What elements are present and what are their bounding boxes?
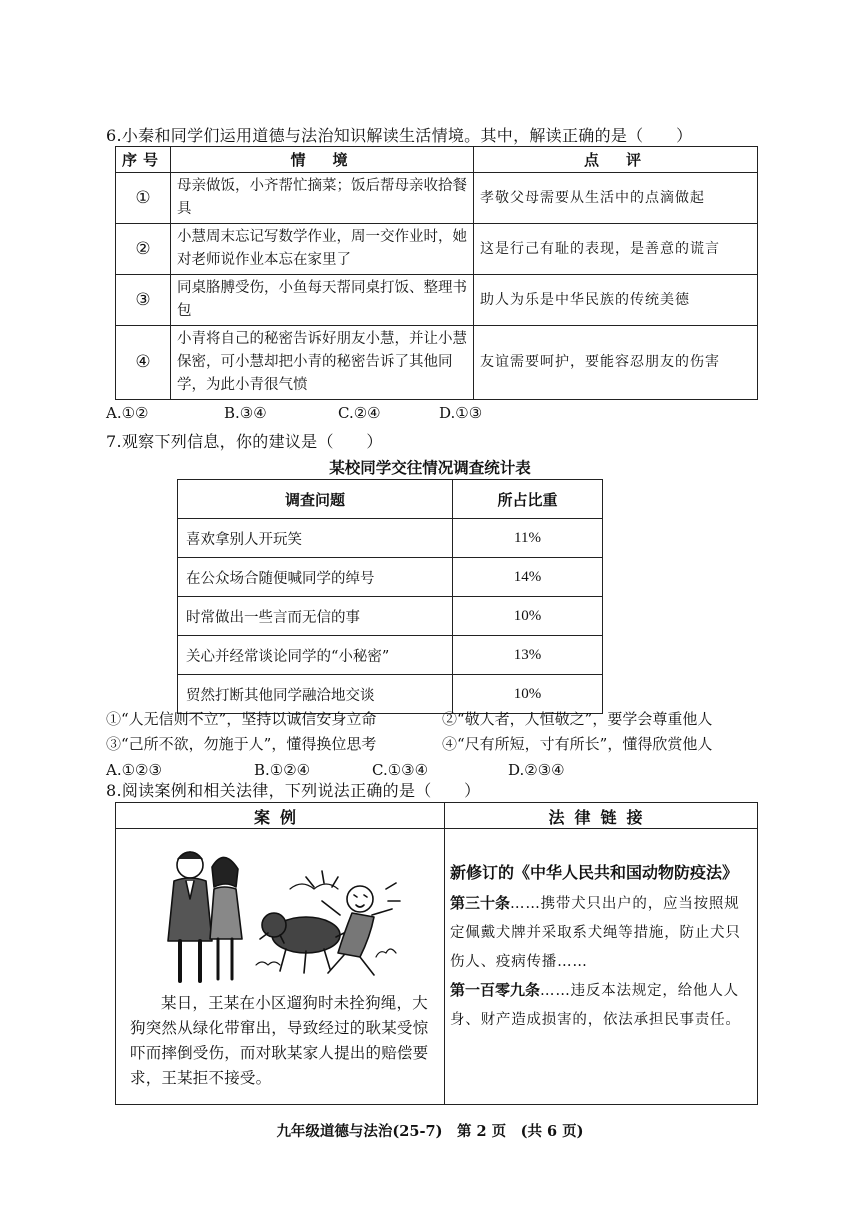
table-header-row: [116, 147, 758, 173]
divider: [444, 803, 445, 1104]
page-footer: 九年级道德与法治(25-7) 第 2 页 (共 6 页): [276, 1123, 584, 1140]
law-link-content: [450, 859, 750, 1034]
row-situation: 同桌胳膊受伤，小鱼每天帮同桌打饭、整理书包: [171, 275, 474, 326]
question-7-title: 7.观察下列信息，你的建议是（ ）: [106, 432, 383, 451]
article-label: 第三十条: [450, 894, 511, 912]
dog-accident-cartoon-image: [156, 837, 406, 987]
question-6-title: 6.小秦和同学们运用道德与法治知识解读生活情境。其中，解读正确的是（ ）: [106, 126, 693, 145]
row-percentage: 10%: [453, 597, 603, 636]
header-comment: 点 评: [474, 147, 758, 173]
row-question: 贸然打断其他同学融洽地交谈: [178, 675, 453, 714]
case-text: 某日，王某在小区遛狗时未拴狗绳，大狗突然从绿化带窜出，导致经过的耿某受惊吓而摔倒受伤，而对耿某家人提出的赔偿要求，王某拒不接受。: [130, 994, 429, 1087]
header-num: 序号: [116, 147, 171, 173]
question-7-table: [177, 479, 603, 714]
table-row: [116, 275, 758, 326]
table-row: [116, 224, 758, 275]
table-header-row: [178, 480, 603, 519]
article-109: [450, 976, 750, 1034]
row-situation: 小青将自己的秘密告诉好朋友小慧，并让小慧保密，可小慧却把小青的秘密告诉了其他同学，为此小青很气愤: [171, 326, 474, 400]
case-law-box: [115, 802, 758, 1105]
option-c[interactable]: C.②④: [338, 404, 381, 422]
article-text: ……违反本法规定，给他人人身、财产造成损害的，依法承担民事责任。: [450, 983, 741, 1028]
row-situation: 母亲做饭，小齐帮忙摘菜；饭后帮母亲收拾餐具: [171, 173, 474, 224]
option-d[interactable]: D.②③④: [508, 761, 565, 779]
statement-3: ③“己所不欲，勿施于人”，懂得换位思考: [106, 735, 377, 753]
table-row: [178, 519, 603, 558]
statement-2: ②“敬人者，人恒敬之”，要学会尊重他人: [442, 710, 713, 728]
option-c[interactable]: C.①③④: [372, 761, 429, 779]
row-percentage: 13%: [453, 636, 603, 675]
row-num: ③: [116, 275, 171, 326]
table-row: [178, 597, 603, 636]
article-label: 第一百零九条: [450, 981, 541, 999]
table-row: [178, 636, 603, 675]
survey-table-title: 某校同学交往情况调查统计表: [329, 458, 531, 477]
option-d[interactable]: D.①③: [439, 404, 483, 422]
article-30: [450, 889, 750, 976]
row-percentage: 10%: [453, 675, 603, 714]
row-num: ①: [116, 173, 171, 224]
statement-4: ④“尺有所短，寸有所长”，懂得欣赏他人: [442, 735, 713, 753]
law-name: 新修订的《中华人民共和国动物防疫法》: [450, 863, 739, 882]
divider: [116, 828, 757, 829]
row-question: 喜欢拿别人开玩笑: [178, 519, 453, 558]
table-row: [178, 558, 603, 597]
header-percentage: 所占比重: [453, 480, 603, 519]
article-text: ……携带犬只出户的，应当按照规定佩戴犬牌并采取系犬绳等措施，防止犬只伤人、疫病传播……: [450, 896, 741, 970]
header-question: 调查问题: [178, 480, 453, 519]
option-a[interactable]: A.①②: [106, 404, 149, 422]
row-percentage: 11%: [453, 519, 603, 558]
row-comment: 友谊需要呵护，要能容忍朋友的伤害: [474, 326, 758, 400]
law-header: 法律链接: [548, 808, 653, 827]
table-row: [116, 326, 758, 400]
option-b[interactable]: B.①②④: [254, 761, 311, 779]
option-a[interactable]: A.①②③: [106, 761, 162, 779]
row-percentage: 14%: [453, 558, 603, 597]
row-question: 在公众场合随便喊同学的绰号: [178, 558, 453, 597]
row-comment: 这是行己有耻的表现，是善意的谎言: [474, 224, 758, 275]
case-header: 案例: [253, 808, 306, 827]
row-comment: 助人为乐是中华民族的传统美德: [474, 275, 758, 326]
row-num: ④: [116, 326, 171, 400]
row-num: ②: [116, 224, 171, 275]
option-b[interactable]: B.③④: [224, 404, 267, 422]
question-8-title: 8.阅读案例和相关法律，下列说法正确的是（ ）: [106, 781, 481, 800]
table-row: [116, 173, 758, 224]
row-question: 时常做出一些言而无信的事: [178, 597, 453, 636]
row-question: 关心并经常谈论同学的“小秘密”: [178, 636, 453, 675]
row-situation: 小慧周末忘记写数学作业，周一交作业时，她对老师说作业本忘在家里了: [171, 224, 474, 275]
statement-1: ①“人无信则不立”，坚持以诚信安身立命: [106, 710, 377, 728]
question-6-table: [115, 146, 758, 400]
header-situation: 情 境: [171, 147, 474, 173]
row-comment: 孝敬父母需要从生活中的点滴做起: [474, 173, 758, 224]
